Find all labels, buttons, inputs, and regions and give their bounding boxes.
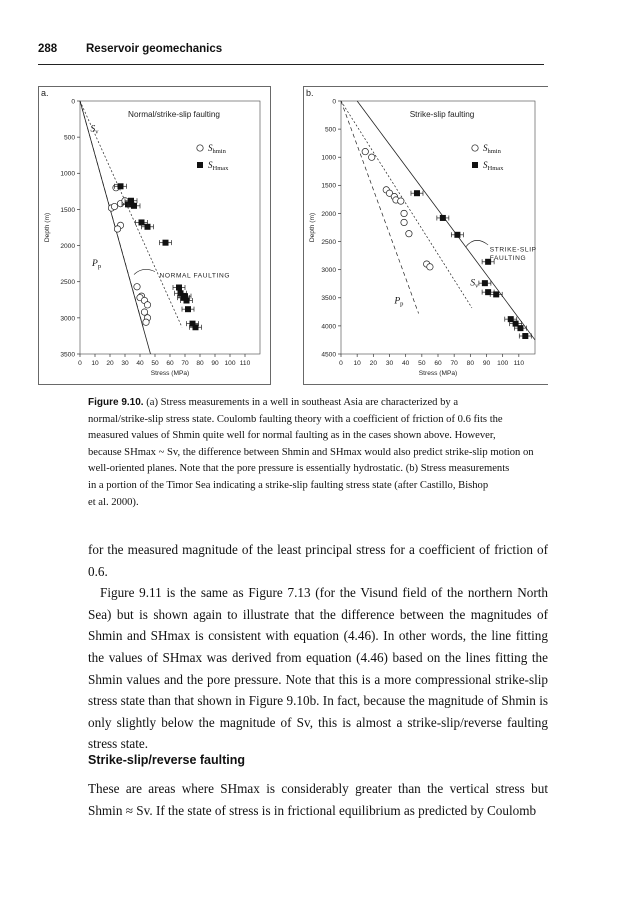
x-tick-label: 70 xyxy=(181,360,189,367)
x-tick-label: 60 xyxy=(434,360,442,367)
shmin-point xyxy=(406,230,412,236)
y-tick-label: 500 xyxy=(63,134,75,142)
y-tick-label: 3000 xyxy=(321,267,336,275)
legend-shmin-label: $S_{hmin}$ xyxy=(483,143,501,155)
plot-area xyxy=(80,101,260,354)
shmax-point xyxy=(193,324,199,330)
x-tick-label: 80 xyxy=(466,360,475,367)
shmax-point xyxy=(454,232,460,238)
y-tick-label: 0 xyxy=(332,98,336,106)
shmax-point xyxy=(163,240,169,246)
sv-annotation: $S_v$ xyxy=(470,278,479,290)
x-tick-label: 60 xyxy=(166,360,174,367)
x-tick-label: 50 xyxy=(418,360,426,367)
pp-annotation: $P_p$ xyxy=(92,258,102,270)
shmin-point xyxy=(143,319,149,325)
legend-shmin-label: $S_{hmin}$ xyxy=(208,143,226,155)
chart-panel-a xyxy=(39,87,271,385)
shmin-point xyxy=(427,264,433,270)
trend-line-shmin-fit xyxy=(357,101,535,340)
panel-label: a. xyxy=(41,88,49,98)
regime-pointer xyxy=(134,269,155,274)
section-heading: Strike-slip/reverse faulting xyxy=(88,753,246,767)
y-tick-label: 500 xyxy=(324,126,336,134)
caption-line: measured values of Shmin quite well for normal faulting as in the cases shown above. However, xyxy=(88,430,496,442)
running-title: Reservoir geomechanics xyxy=(86,43,223,55)
body-text xyxy=(88,539,548,755)
legend-shmin-marker xyxy=(197,145,203,151)
x-tick-label: 40 xyxy=(136,360,144,367)
page-number: 288 xyxy=(38,43,58,55)
shmin-point xyxy=(141,309,147,315)
panel-frame xyxy=(39,87,271,385)
y-tick-label: 4500 xyxy=(321,351,336,359)
shmax-point xyxy=(176,284,182,290)
x-tick-label: 20 xyxy=(106,360,114,367)
shmax-point xyxy=(145,224,151,230)
figure-caption xyxy=(88,395,550,511)
chart-panel-b xyxy=(304,87,549,385)
y-tick-label: 2500 xyxy=(60,279,75,287)
x-tick-label: 30 xyxy=(121,360,129,367)
x-tick-label: 110 xyxy=(239,360,251,367)
y-tick-label: 3500 xyxy=(321,295,336,303)
caption-line: et al. 2000). xyxy=(88,496,139,508)
shmin-point xyxy=(144,302,150,308)
shmin-point xyxy=(401,210,407,216)
shmax-point xyxy=(522,333,528,339)
regime-annotation: NORMAL FAULTING xyxy=(159,272,231,280)
trend-line-pp xyxy=(341,101,419,314)
running-header xyxy=(38,42,544,65)
x-tick-label: 90 xyxy=(482,360,491,367)
legend-shmax-marker xyxy=(472,162,478,168)
x-tick-label: 10 xyxy=(91,360,99,367)
shmax-point xyxy=(118,183,124,189)
y-tick-label: 1500 xyxy=(60,206,75,214)
y-tick-label: 4000 xyxy=(321,323,336,331)
shmax-point xyxy=(517,325,523,331)
figure-9-10 xyxy=(38,86,548,386)
shmax-point xyxy=(482,280,488,286)
x-tick-label: 0 xyxy=(339,360,343,367)
x-tick-label: 100 xyxy=(224,360,236,367)
shmax-point xyxy=(493,291,499,297)
chart-title: Normal/strike-slip faulting xyxy=(128,110,220,119)
x-tick-label: 70 xyxy=(450,360,458,367)
caption-line: in a portion of the Timor Sea indicating a strike-slip faulting stress state (after Castillo, Bishop xyxy=(88,479,489,491)
x-axis-label: Stress (MPa) xyxy=(150,370,190,377)
shmin-point xyxy=(401,219,407,225)
x-tick-label: 0 xyxy=(78,360,82,367)
shmin-point xyxy=(134,284,140,290)
y-tick-label: 2500 xyxy=(321,238,336,246)
y-tick-label: 1500 xyxy=(321,182,336,190)
x-tick-label: 100 xyxy=(497,360,509,367)
y-tick-label: 2000 xyxy=(60,242,75,250)
legend-shmax-marker xyxy=(197,162,203,168)
caption-line: well-oriented planes. Note that the pore pressure is essentially hydrostatic. (b) Stress measurements xyxy=(88,463,510,475)
regime-annotation-2: FAULTING xyxy=(489,255,527,263)
x-tick-label: 40 xyxy=(401,360,410,367)
sv-annotation: $S_v$ xyxy=(90,124,99,136)
pp-annotation: $P_p$ xyxy=(394,296,404,308)
y-tick-label: 0 xyxy=(71,98,75,106)
x-tick-label: 30 xyxy=(385,360,394,367)
body-text-2 xyxy=(88,778,548,821)
y-axis-label: Depth (m) xyxy=(44,212,51,243)
shmin-point xyxy=(111,203,117,209)
panel-label: b. xyxy=(306,88,314,98)
caption-line: normal/strike-slip stress state. Coulomb faulting theory with a coefficient of friction of 0.6 fits the xyxy=(88,413,503,425)
shmin-point xyxy=(362,148,368,154)
paragraph-2: Figure 9.11 is the same as Figure 7.13 (for the Visund field of the northern North Sea) but is shown again to illustrate that the difference between the magnitudes of Shmin and SHmax is consistent with equation (4.46). In other words, the line fitting the values of SHmax was derived from equation (4.46) based on the lines fitting the Shmin values and the pore pressure. Note that this is a more compressional strike-slip stress state than that shown in Figure 9.10b. In fact, because the magnitude of Shmin is only slightly below the magnitude of Sv, this is almost a strike-slip/reverse faulting stress state. xyxy=(88,585,549,752)
regime-pointer xyxy=(465,240,488,247)
caption-label: Figure 9.10. xyxy=(88,397,144,408)
paragraph-3: These are areas where SHmax is considerably greater than the vertical stress but Shmin ≈ Sv. If the state of stress is in frictional equilibrium as predicted by Coulomb xyxy=(88,781,548,818)
legend-shmin-marker xyxy=(472,145,478,151)
trend-line-sv xyxy=(341,101,472,308)
caption-line: Figure 9.10. (a) Stress measurements in a well in southeast Asia are characterized by a xyxy=(88,397,459,408)
legend-shmax-label: $S_{Hmax}$ xyxy=(208,160,229,172)
y-tick-label: 2000 xyxy=(321,210,336,218)
x-tick-label: 20 xyxy=(369,360,378,367)
x-tick-label: 50 xyxy=(151,360,159,367)
shmin-point xyxy=(114,226,120,232)
shmax-point xyxy=(131,203,137,209)
paragraph-1: for the measured magnitude of the least principal stress for a coefficient of friction of 0.6. xyxy=(88,542,549,579)
shmax-point xyxy=(184,298,190,304)
panel-frame xyxy=(304,87,549,385)
x-tick-label: 10 xyxy=(353,360,361,367)
shmax-point xyxy=(414,190,420,196)
chart-title: Strike-slip faulting xyxy=(409,110,475,119)
x-axis-label: Stress (MPa) xyxy=(418,370,458,377)
x-tick-label: 90 xyxy=(211,360,219,367)
x-tick-label: 80 xyxy=(196,360,204,367)
legend-shmax-label: $S_{Hmax}$ xyxy=(483,160,504,172)
shmax-point xyxy=(440,215,446,221)
y-tick-label: 1000 xyxy=(60,170,75,178)
shmin-point xyxy=(369,154,375,160)
y-axis-label: Depth (m) xyxy=(309,212,316,243)
y-tick-label: 1000 xyxy=(321,154,336,162)
y-tick-label: 3500 xyxy=(60,351,75,359)
caption-line: because SHmax ~ Sv, the difference between Shmin and SHmax would also predict strike-slip motion on xyxy=(88,446,534,458)
plot-area xyxy=(341,101,535,354)
regime-annotation-1: STRIKE-SLIP xyxy=(489,246,537,254)
x-tick-label: 110 xyxy=(513,360,525,367)
y-tick-label: 3000 xyxy=(60,315,75,323)
shmax-point xyxy=(185,306,191,312)
shmin-point xyxy=(398,198,404,204)
